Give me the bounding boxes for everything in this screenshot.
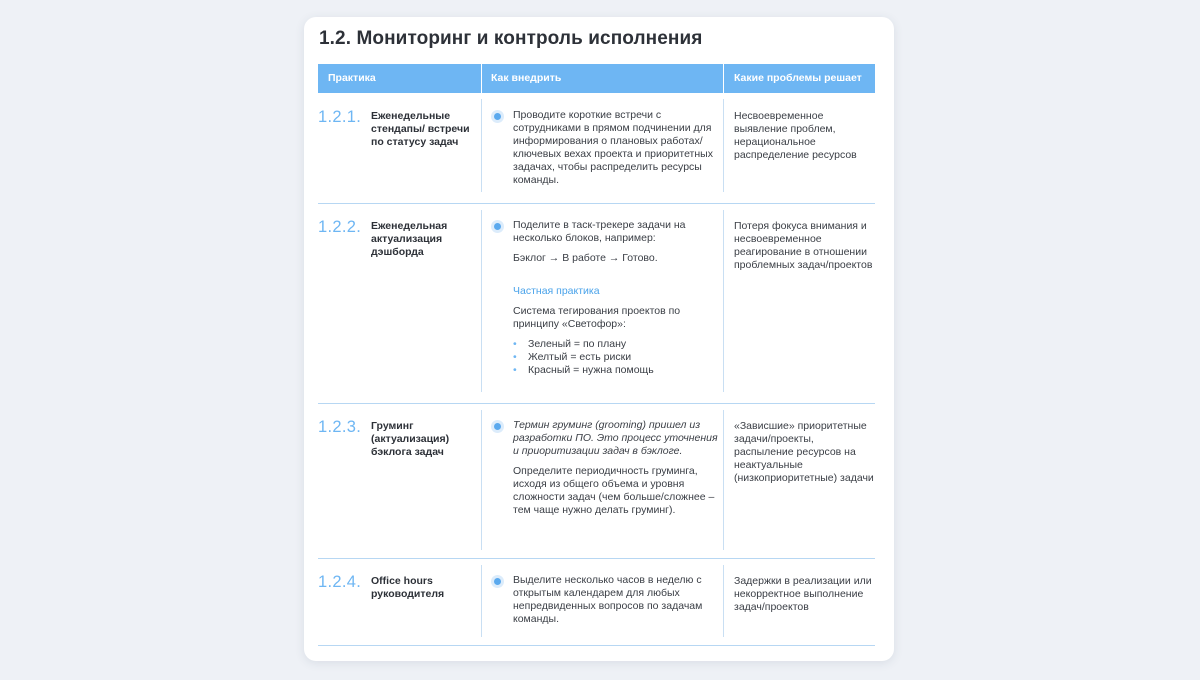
col-header-how: Как внедрить	[491, 72, 562, 84]
practice-name: Груминг (актуализация) бэклога задач	[371, 420, 450, 458]
list-bullet: •	[513, 338, 517, 350]
practice-name: Office hours руководителя	[371, 575, 445, 600]
how-to-implement	[513, 219, 723, 377]
practice-number: 1.2.1.	[318, 108, 362, 126]
col-header-practice: Практика	[328, 72, 376, 84]
practice-number: 1.2.3.	[318, 418, 362, 436]
bullet-dot-icon	[494, 223, 501, 230]
how-text: Проводите короткие встречи с сотрудниками в прямом подчинении для информирования о плановых работах/ключевых вехах проекта и приоритетных задачах, чтобы распределить ресурсы команды.	[513, 109, 713, 186]
how-text: Система тегирования проектов по принципу «Светофор»:	[513, 305, 681, 330]
col-header-problems: Какие проблемы решает	[734, 72, 862, 84]
bullet-dot-icon	[494, 578, 501, 585]
bullet-dot-icon	[494, 423, 501, 430]
col-divider	[481, 410, 482, 550]
table-row	[318, 93, 875, 204]
table-row	[318, 559, 875, 646]
list-bullet: •	[513, 351, 517, 363]
how-text: Поделите в таск-трекере задачи на несколько блоков, например:	[513, 219, 686, 244]
col-divider	[723, 64, 724, 93]
problems-solved: Потеря фокуса внимания и несвоевременное реагирование в отношении проблемных задач/проектов	[734, 220, 873, 271]
bullet-dot-icon	[494, 113, 501, 120]
col-divider	[481, 210, 482, 392]
practice-name: Еженедельные стендапы/ встречи по статусу задач	[371, 110, 470, 148]
col-divider	[723, 565, 724, 637]
how-to-implement	[513, 574, 723, 626]
list-item: • Желтый = есть риски	[513, 351, 632, 363]
how-to-implement	[513, 109, 723, 187]
content-card	[304, 17, 894, 661]
how-to-implement	[513, 419, 723, 517]
problems-solved: «Зависшие» приоритетные задачи/проекты, распыление ресурсов на неактуальные (низкоприоритетные) задачи	[734, 420, 874, 484]
col-divider	[481, 565, 482, 637]
how-text: Выделите несколько часов в неделю с открытым календарем для любых непредвиденных вопросов по задачам команды.	[513, 574, 703, 625]
table-header	[318, 64, 875, 93]
list-item: • Красный = нужна помощь	[513, 364, 654, 376]
row-divider	[318, 645, 875, 646]
status-list	[513, 338, 723, 377]
table-row	[318, 404, 875, 559]
subsection-title: Частная практика	[513, 285, 600, 297]
col-divider	[723, 410, 724, 550]
col-divider	[723, 210, 724, 392]
list-bullet: •	[513, 364, 517, 376]
table-row	[318, 204, 875, 404]
col-divider	[481, 99, 482, 192]
practice-number: 1.2.2.	[318, 218, 362, 236]
list-item: • Зеленый = по плану	[513, 338, 627, 350]
how-text: Определите периодичность груминга, исходя из общего объема и уровня сложности задач (чем больше/сложнее – тем чаще нужно делать груминг).	[513, 465, 715, 516]
problems-solved: Задержки в реализации или некорректное выполнение задач/проектов	[734, 575, 872, 613]
section-title: 1.2. Мониторинг и контроль исполнения	[319, 28, 703, 49]
col-divider	[481, 64, 482, 93]
practice-number: 1.2.4.	[318, 573, 362, 591]
workflow-text: Бэклог → В работе → Готово.	[513, 252, 658, 264]
definition-text: Термин груминг (grooming) пришел из разработки ПО. Это процесс уточнения и приоритизации задач в бэклоге.	[513, 419, 718, 457]
practice-name: Еженедельная актуализация дэшборда	[371, 220, 448, 258]
col-divider	[723, 99, 724, 192]
problems-solved: Несвоевременное выявление проблем, нерациональное распределение ресурсов	[734, 110, 857, 161]
